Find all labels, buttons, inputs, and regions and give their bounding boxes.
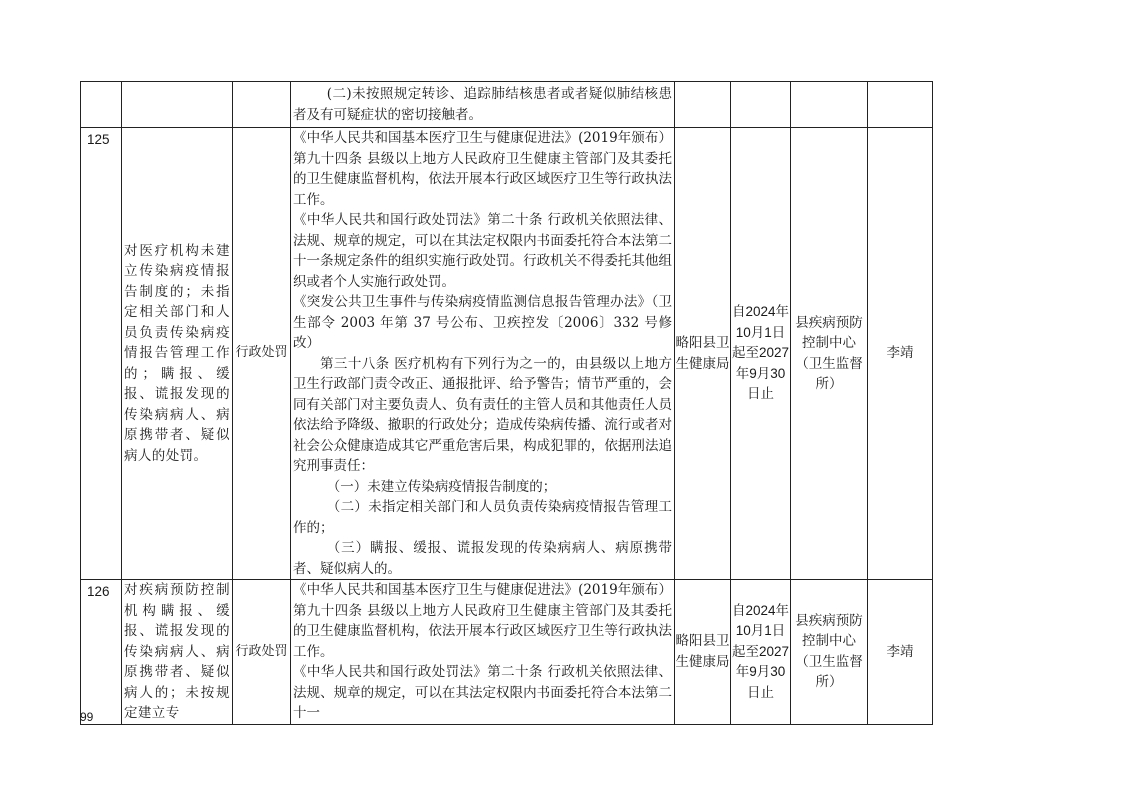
- basis-paragraph: （三）瞒报、缓报、谎报发现的传染病病人、病原携带者、疑似病人的。: [293, 540, 672, 577]
- legal-basis: [291, 580, 675, 725]
- page-number: 99: [80, 710, 94, 724]
- validity-period: 自2024年10月1日起至2027年9月30日止: [731, 128, 791, 580]
- entrusted-agency: 县疾病预防控制中心（卫生监督所）: [791, 580, 868, 725]
- authority: 略阳县卫生健康局: [675, 128, 731, 580]
- cell-type: [233, 82, 291, 128]
- cell-authority: [675, 82, 731, 128]
- cell-basis: [291, 82, 675, 128]
- validity-period: 自2024年10月1日起至2027年9月30日止: [731, 580, 791, 725]
- basis-paragraph: 《中华人民共和国行政处罚法》第二十条 行政机关依照法律、法规、规章的规定，可以在其法定权限内书面委托符合本法第二十一条规定条件的组织实施行政处罚。行政机关不得委托其他组织或者个人实施行政处罚。: [293, 212, 672, 290]
- responsible-person: 李靖: [868, 580, 933, 725]
- table-row-126: [81, 580, 933, 725]
- basis-paragraph: 《中华人民共和国基本医疗卫生与健康促进法》(2019年颁布）第九十四条 县级以上地方人民政府卫生健康主管部门及其委托的卫生健康监督机构，依法开展本行政区域医疗卫生等行政执法工作。: [293, 582, 672, 660]
- item-type: 行政处罚: [233, 580, 291, 725]
- basis-paragraph: 《中华人民共和国基本医疗卫生与健康促进法》(2019年颁布）第九十四条 县级以上地方人民政府卫生健康主管部门及其委托的卫生健康监督机构，依法开展本行政区域医疗卫生等行政执法工作。: [293, 130, 672, 208]
- cell-period: [731, 82, 791, 128]
- cell-item: [122, 82, 233, 128]
- cell-person: [868, 82, 933, 128]
- entrusted-agency: 县疾病预防控制中心（卫生监督所）: [791, 128, 868, 580]
- cell-number: [81, 82, 122, 128]
- responsible-person: 李靖: [868, 128, 933, 580]
- basis-paragraph: 第三十八条 医疗机构有下列行为之一的，由县级以上地方卫生行政部门责令改正、通报批评、给予警告；情节严重的，会同有关部门对主要负责人、负有责任的主管人员和其他责任人员依法给予降级、撤职的行政处分；造成传染病传播、流行或者对社会公众健康造成其它严重危害后果，构成犯罪的，依据刑法追究刑事责任：: [293, 355, 672, 474]
- authorization-table: [80, 81, 933, 725]
- basis-paragraph: 《突发公共卫生事件与传染病疫情监测信息报告管理办法》（卫生部令 2003 年第 37 号公布、卫疾控发〔2006〕332 号修改）: [293, 294, 672, 351]
- basis-paragraph: （二）未指定相关部门和人员负责传染病疫情报告管理工作的；: [293, 499, 672, 536]
- item-name: 对医疗机构未建立传染病疫情报告制度的；未指定相关部门和人员负责传染病疫情报告管理工作的；瞒报、缓报、谎报发现的传染病病人、病原携带者、疑似病人的处罚。: [122, 128, 233, 580]
- item-name: 对疾病预防控制机构瞒报、缓报、谎报发现的传染病病人、病原携带者、疑似病人的；未按规定建立专: [122, 580, 233, 725]
- basis-paragraph: 《中华人民共和国行政处罚法》第二十条 行政机关依照法律、法规、规章的规定，可以在其法定权限内书面委托符合本法第二十一: [293, 664, 672, 721]
- basis-paragraph: （一）未建立传染病疫情报告制度的；: [326, 478, 557, 495]
- item-type: 行政处罚: [233, 128, 291, 580]
- table-row-continuation: [81, 82, 933, 128]
- legal-basis: [291, 128, 675, 580]
- basis-text: (二)未按照规定转诊、追踪肺结核患者或者疑似肺结核患者及有可疑症状的密切接触者。: [293, 86, 672, 123]
- cell-agency: [791, 82, 868, 128]
- row-number: 125: [81, 128, 122, 580]
- row-number: 126: [81, 580, 122, 725]
- table-row-125: [81, 128, 933, 580]
- authority: 略阳县卫生健康局: [675, 580, 731, 725]
